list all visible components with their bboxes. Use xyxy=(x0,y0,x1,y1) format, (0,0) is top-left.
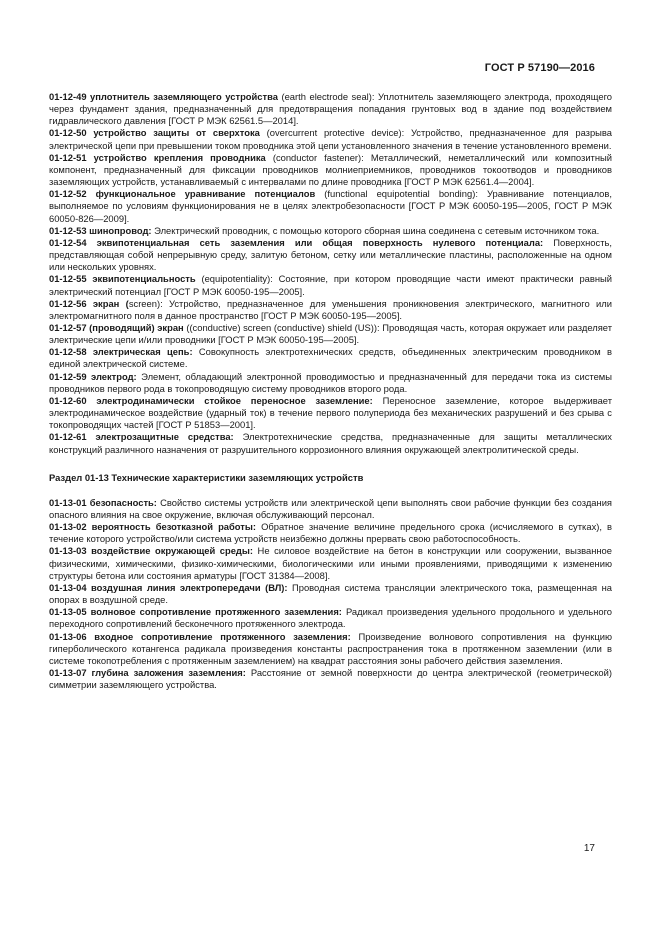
definition-entry xyxy=(49,298,612,322)
entry-code: 01-12-55 xyxy=(49,273,87,285)
entry-definition: (equipotentiality): Состояние, при котором проводящие части имеют практически равный электрический потенциал [ГОСТ Р МЭК 60050-195—2005]. xyxy=(49,273,613,297)
entry-term: устройство защиты от сверхтока xyxy=(93,127,260,139)
entry-definition: Радикал произведения удельного продольного и удельного переходного сопротивлений бесконечного протяженного электрода. xyxy=(49,606,613,630)
entry-definition: (conductor fastener): Металлический, неметаллический или композитный компонент, предназначенный для фиксации проводников молниеприемников, проводников токоотводов и проводников заземляющих устройств, устанавливаемый с интервалами по длине проводника [ГОСТ Р МЭК 62561.4—2004]. xyxy=(49,151,613,188)
entry-term: функциональное уравнивание потенциалов xyxy=(95,188,316,200)
entry-term: шинопровод: xyxy=(89,224,152,236)
definition-entry xyxy=(49,582,612,606)
entry-code: 01-12-50 xyxy=(49,127,87,139)
definition-entry xyxy=(49,225,612,237)
definition-entry xyxy=(49,322,612,346)
entry-term: воздействие окружающей среды: xyxy=(91,545,253,557)
entry-code: 01-12-61 xyxy=(49,431,87,443)
entry-code: 01-12-56 xyxy=(49,297,87,309)
entry-definition: Электрический проводник, с помощью которого сборная шина соединена с сетевым источником тока. xyxy=(151,224,600,236)
entry-definition: Расстояние от земной поверхности до центра электрической (геометрической) симметрии заземляющего устройства. xyxy=(49,667,612,691)
entry-code: 01-12-54 xyxy=(49,236,87,248)
entry-code: 01-13-04 xyxy=(49,581,87,593)
entry-code: 01-13-06 xyxy=(49,630,87,642)
definition-entry xyxy=(49,606,612,630)
entry-term: эквипотенциальная сеть заземления или общая поверхность нулевого потенциала: xyxy=(96,236,544,248)
entry-term: (проводящий) экран xyxy=(89,321,184,333)
entry-term: экран ( xyxy=(92,297,129,309)
definition-entry xyxy=(49,273,612,297)
definition-entry xyxy=(49,188,612,224)
entry-code: 01-13-05 xyxy=(49,606,87,618)
entry-code: 01-12-57 xyxy=(49,321,87,333)
entry-term: безопасность: xyxy=(89,496,157,508)
entry-code: 01-13-03 xyxy=(49,545,87,557)
definition-entry xyxy=(49,127,612,151)
entry-definition: Элемент, обладающий электронной проводимостью и предназначенный для передачи тока из системы проводников первого рода в токопроводящую систему проводников второго рода. xyxy=(49,370,612,394)
entry-term: электрод: xyxy=(91,370,137,382)
entry-term: вероятность безотказной работы: xyxy=(91,521,257,533)
definition-entry xyxy=(49,631,612,667)
entry-term: входное сопротивление протяженного заземления: xyxy=(94,630,351,642)
definition-entry xyxy=(49,667,612,691)
definition-entry xyxy=(49,521,612,545)
entry-term: уплотнитель заземляющего устройства xyxy=(90,91,278,102)
entry-term: электрозащитные средства: xyxy=(95,431,234,443)
entry-code: 01-12-52 xyxy=(49,188,87,200)
entry-definition: Свойство системы устройств или электрической цепи выполнять свои рабочие функции без создания опасного влияния на свое окружение, включая обслуживающий персонал. xyxy=(49,496,613,520)
entry-code: 01-12-49 xyxy=(49,91,87,102)
entry-definition: (overcurrent protective device): Устройство, предназначенное для разрыва электрической цепи при превышении током проводника этой цепи установленного значения в течение установленного времени. xyxy=(49,127,613,151)
document-body xyxy=(49,91,612,691)
entry-code: 01-13-02 xyxy=(49,521,87,533)
entry-definition: Поверхность, представляющая собой непрерывную среду, залитую бетоном, сетку или металлические пластины, расположенные на одном или нескольких уровнях. xyxy=(49,236,612,273)
definition-entry xyxy=(49,497,612,521)
entry-definition: (earth electrode seal): Уплотнитель заземляющего электрода, проходящего через фундамент здания, предназначенный для предотвращения попадания грунтовых вод в здание под воздействием гидравлического давления [ГОСТ Р МЭК 62561.5—2014]. xyxy=(49,91,612,127)
entry-code: 01-12-60 xyxy=(49,394,87,406)
entry-definition: Переносное заземление, которое выдерживает электродинамическое воздействие (ударный ток) в течение первого полупериода без механических разрушений и без срыва с токопроводящих частей [ГОСТ Р 51853—2001]. xyxy=(49,394,613,431)
page-header-standard: ГОСТ Р 57190—2016 xyxy=(484,62,595,74)
entry-term: устройство крепления проводника xyxy=(93,151,266,163)
section-title: Раздел 01-13 Технические характеристики заземляющих устройств xyxy=(49,471,364,483)
definition-entry xyxy=(49,237,612,273)
entries-group-01-13 xyxy=(49,497,612,692)
entry-term: электродинамически стойкое переносное заземление: xyxy=(96,394,373,406)
entry-code: 01-13-01 xyxy=(49,496,87,508)
entry-code: 01-12-59 xyxy=(49,370,87,382)
entry-code: 01-12-53 xyxy=(49,224,87,236)
definition-entry xyxy=(49,346,612,370)
entry-term: воздушная линия электропередачи (ВЛ): xyxy=(91,581,288,593)
entries-group-01-12 xyxy=(49,91,612,456)
entry-definition: Электротехнические средства, предназначенные для защиты металлических конструкций различного назначения от разрушительного коррозионного влияния окружающей электролитической среды. xyxy=(49,431,612,455)
entry-definition: Не силовое воздействие на бетон в конструкции или сооружении, вызванное физическими, химическими, физико-химическими, биологическими или иными проявлениями, приводящими к изменению структуры бетона или состояния арматуры [ГОСТ 31384—2008]. xyxy=(49,545,612,581)
entry-definition: screen): Устройство, предназначенное для уменьшения проникновения электрического, магнитного или электромагнитного поля в данное пространство [ГОСТ Р МЭК 60050-195—2005]. xyxy=(49,297,612,321)
entry-code: 01-12-58 xyxy=(49,346,87,358)
definition-entry xyxy=(49,431,612,455)
entry-code: 01-13-07 xyxy=(49,667,87,679)
entry-definition: (functional equipotential bonding): Уравнивание потенциалов, выполняемое по условиям функционирования не в целях электробезопасности [ГОСТ Р МЭК 60050-195—2005, ГОСТ Р МЭК 60050-826—2009]. xyxy=(49,188,612,224)
entry-term: волновое сопротивление протяженного заземления: xyxy=(90,606,342,618)
entry-definition: ((conductive) screen (conductive) shield (US)): Проводящая часть, которая окружает или разделяет электрические цепи и/или проводники [ГОСТ Р МЭК 60050-195—2005]. xyxy=(49,321,612,346)
definition-entry xyxy=(49,395,612,431)
definition-entry xyxy=(49,371,612,395)
entry-definition: Проводная система трансляции электрического тока, размещенная на опорах в воздушной среде. xyxy=(49,581,612,606)
definition-entry xyxy=(49,91,612,127)
entry-term: глубина заложения заземления: xyxy=(91,667,246,679)
entry-definition: Произведение волнового сопротивления на функцию гиперболического котангенса радикала произведения константы распространения тока в протяженном заземлении (или в системе токопотребления с протяженным заземлением) на квадрат расстояния зоны рабочего действия заземления. xyxy=(49,630,613,666)
entry-code: 01-12-51 xyxy=(49,151,87,163)
page-number: 17 xyxy=(583,843,595,854)
entry-term: электрическая цепь: xyxy=(92,346,193,358)
entry-term: эквипотенциальность xyxy=(92,273,196,285)
definition-entry xyxy=(49,545,612,581)
entry-definition: Совокупность электротехнических средств, объединенных электрическим проводником в единой электрической системе. xyxy=(49,346,613,370)
definition-entry xyxy=(49,152,612,188)
entry-definition: Обратное значение величине предельного срока (исчисляемого в сутках), в течение которого устройство/или система устройств неизбежно должны прервать свою работоспособность. xyxy=(49,521,612,545)
